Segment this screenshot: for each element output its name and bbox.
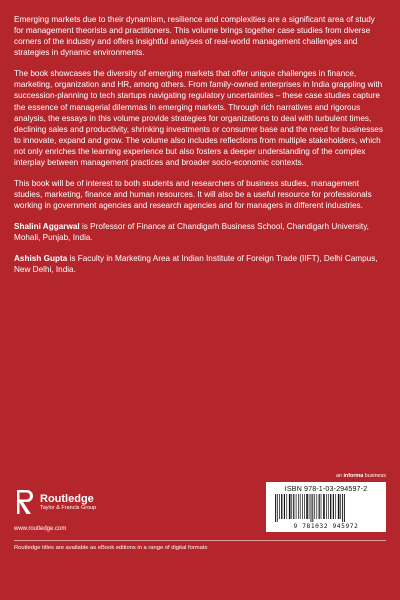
barcode-icon [273, 494, 379, 522]
barcode-bar [342, 494, 343, 522]
barcode-bar [304, 494, 305, 519]
author-bio-1 [14, 221, 386, 243]
barcode-bar [281, 494, 282, 519]
blurb-paragraph-2: The book showcases the diversity of emerging markets that offer unique challenges in finance, marketing, organization and HR, among others. From family-owned enterprises in India grappling with succession-planning to tech startups navigating regulatory uncertainties – these case studies capture the essence of managerial dilemmas in emerging markets. Through rich narratives and rigorous analysis, the essays in this volume provide strategies for organizations to deal with turbulent times, declining sales and productivity, shrinking investments or consumer base and the need for businesses to innovate, expand and grow. The volume also includes reflections from multiple stakeholders, which not only enriches the learning experience but also fosters a deeper understanding of the complex interplay between management practices and broader socio-economic contexts. [14, 69, 383, 168]
barcode-bar [326, 494, 327, 519]
barcode-bar [312, 494, 313, 522]
publisher-name: Routledge [40, 492, 94, 505]
publisher-url[interactable]: www.routledge.com [14, 526, 67, 532]
barcode-bar [328, 494, 329, 519]
barcode-bar [291, 494, 292, 519]
informa-name: informa [343, 473, 364, 479]
barcode-bar [321, 494, 322, 519]
informa-business-label [336, 473, 386, 479]
barcode-bar [284, 494, 285, 519]
barcode-bar [330, 494, 331, 519]
barcode-bar [323, 494, 325, 519]
barcode-bar [335, 494, 336, 519]
barcode-bar [286, 494, 287, 519]
barcode-bar [277, 494, 278, 522]
publisher-group: Taylor & Francis Group [40, 504, 97, 511]
author-name-1: Shalini Aggarwal [14, 222, 80, 231]
barcode-bar [311, 494, 312, 522]
barcode-bar [298, 494, 299, 519]
barcode-bar [300, 494, 301, 519]
barcode-bar [314, 494, 315, 519]
footer-divider [14, 540, 386, 541]
author-name-2: Ashish Gupta [14, 253, 68, 263]
author-bio-text-2: is Faculty in Marketing Area at Indian Institute of Foreign Trade (IIFT), Delhi Campus, New Delhi, India. [14, 253, 378, 274]
author-bio-text-1: is Professor of Finance at Chandigarh Business School, Chandigarh University, Mohali, Punjab, India. [14, 222, 369, 243]
ebook-note: Routledge titles are available as eBook editions in a range of digital formats [14, 545, 208, 551]
barcode-bar [279, 494, 280, 519]
blurb-paragraph-3: This book will be of interest to both students and researchers of business studies, management studies, marketing, finance and human resources. It will also be a useful resource for professionals working in government agencies and research agencies and for managers in different industries. [14, 179, 372, 211]
barcode-bar [309, 494, 310, 519]
informa-prefix: an [335, 473, 344, 479]
barcode-bar [338, 494, 340, 519]
barcode-bar [296, 494, 297, 519]
barcode-bar [344, 494, 345, 522]
blurb-paragraph-1: Emerging markets due to their dynamism, resilience and complexities are a significant area of study for management theorists and practitioners. This volume brings together case studies from diverse corners of the industry and offers insightful analyses of real-world management challenges and strategies in dynamic environments. [14, 15, 375, 58]
publisher-logo [14, 488, 96, 516]
barcode-bar [319, 494, 320, 519]
isbn-barcode-block [266, 482, 386, 532]
barcode-bar [340, 494, 341, 519]
isbn-label: ISBN 978-1-03-294597-2 [284, 484, 368, 493]
barcode-bar [316, 494, 317, 519]
publisher-logo-text [40, 493, 96, 512]
informa-suffix: business [363, 473, 386, 479]
barcode-bar [333, 494, 334, 519]
back-cover-text [14, 14, 386, 285]
author-bio-2 [14, 253, 386, 275]
barcode-digits: 9 781032 945972 [293, 523, 359, 530]
barcode-bar [302, 494, 303, 519]
barcode-bar [306, 494, 308, 519]
barcode-bar [293, 494, 294, 519]
barcode-bar [275, 494, 276, 522]
routledge-r-icon [14, 488, 36, 516]
barcode-bar [289, 494, 291, 519]
